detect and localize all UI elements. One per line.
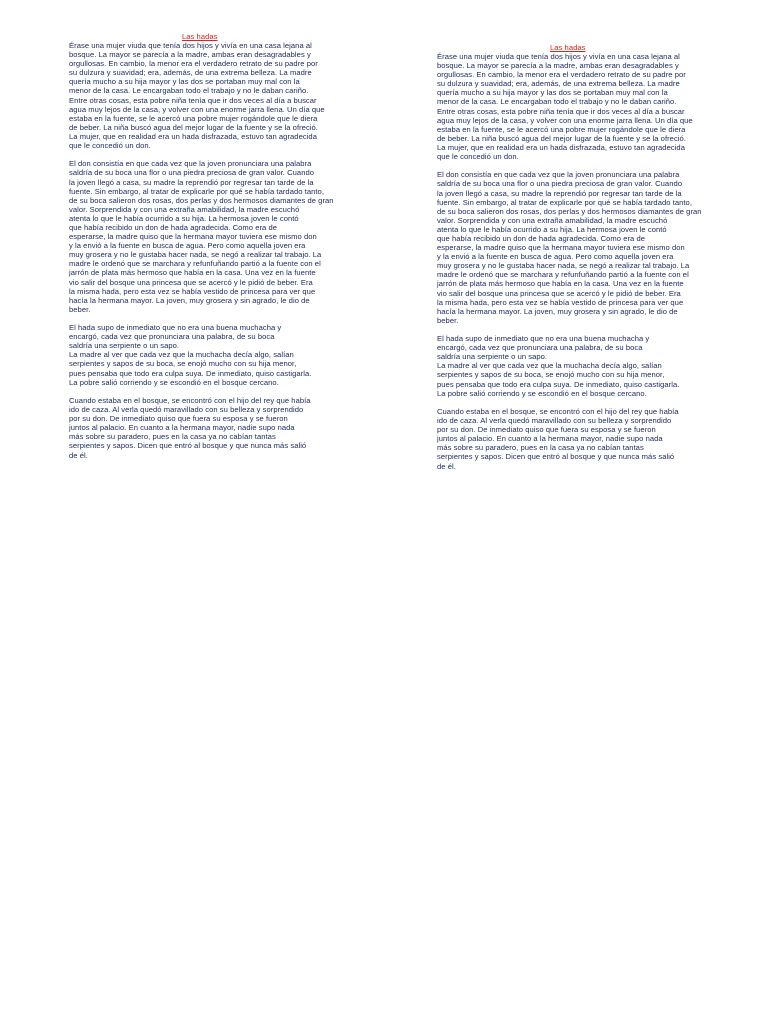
- paragraph-3: [69, 323, 387, 387]
- text-line: ido de caza. Al verla quedó maravillado con su belleza y sorprendido: [437, 416, 672, 426]
- text-line: madre le ordenó que se marchara y refunfuñando partió a la fuente con el: [437, 270, 689, 280]
- text-line: Érase una mujer viuda que tenía dos hijos y vivía en una casa lejana al: [69, 41, 312, 50]
- text-line: fuente. Sin embargo, al tratar de explicarle por qué se había tardado tanto,: [69, 186, 324, 196]
- text-line: El don consistía en que cada vez que la joven pronunciara una palabra: [69, 159, 312, 169]
- text-line: estaba en la fuente, se le acercó una pobre mujer rogándole que le diera: [437, 124, 686, 134]
- text-line: por su don. De inmediato quiso que fuera su esposa y se fueron: [69, 414, 288, 424]
- text-line: la misma hada, pero esta vez se había vestido de princesa para ver que: [437, 297, 684, 307]
- text-line: La madre al ver que cada vez que la muchacha decía algo, salían: [69, 350, 294, 360]
- text-line: juntos al palacio. En cuanto a la hermana mayor, nadie supo nada: [437, 434, 663, 444]
- text-line: que había recibido un don de hada agradecida. Como era de: [437, 233, 646, 243]
- paragraph-1: [69, 41, 387, 150]
- text-line: menor de la casa. Le encargaban todo el trabajo y no le daban cariño.: [69, 86, 309, 96]
- text-line: saldría de su boca una flor o una piedra preciosa de gran valor. Cuando: [437, 179, 683, 189]
- paragraph-2: [437, 170, 755, 325]
- text-line: que había recibido un don de hada agradecida. Como era de: [69, 222, 278, 232]
- text-line: más sobre su paradero, pues en la casa ya no cabían tantas: [437, 443, 644, 453]
- text-line: atenta lo que le había ocurrido a su hija. La hermosa joven le contó: [69, 213, 299, 223]
- text-line: hacía la hermana mayor. La joven, muy grosera y sin agrado, le dio de: [69, 295, 310, 305]
- left-column: [69, 32, 387, 469]
- text-line: muy grosera y no le gustaba hacer nada, se negó a realizar tal trabajo. La: [437, 261, 690, 271]
- paragraph-2: [69, 159, 387, 314]
- text-line: saldría una serpiente o un sapo.: [437, 352, 548, 362]
- text-line: jarrón de plata más hermoso que había en la casa. Una vez en la fuente: [437, 279, 684, 289]
- text-line: El don consistía en que cada vez que la joven pronunciara una palabra: [437, 170, 680, 180]
- text-line: por su don. De inmediato quiso que fuera su esposa y se fueron: [437, 425, 656, 435]
- text-line: su dulzura y suavidad; era, además, de una extrema belleza. La madre: [69, 68, 312, 78]
- text-line: orgullosas. En cambio, la menor era el verdadero retrato de su padre por: [437, 70, 686, 80]
- text-line: valor. Sorprendida y con una extraña amabilidad, la madre escuchó: [69, 204, 300, 214]
- text-line: esperarse, la madre quiso que la hermana mayor tuviera ese mismo don: [69, 232, 317, 242]
- text-line: vio salir del bosque una princesa que se acercó y le pidió de beber. Era: [437, 288, 681, 298]
- text-line: estaba en la fuente, se le acercó una pobre mujer rogándole que le diera: [69, 113, 318, 123]
- text-line: encargó, cada vez que pronunciara una palabra, de su boca: [437, 343, 643, 353]
- text-line: Érase una mujer viuda que tenía dos hijos y vivía en una casa lejana al: [437, 52, 680, 61]
- text-line: esperarse, la madre quiso que la hermana mayor tuviera ese mismo don: [437, 243, 685, 253]
- text-line: Cuando estaba en el bosque, se encontró con el hijo del rey que había: [437, 406, 679, 416]
- text-line: La madre al ver que cada vez que la muchacha decía algo, salían: [437, 361, 662, 371]
- text-line: La mujer, que en realidad era un hada disfrazada, estuvo tan agradecida: [437, 142, 685, 152]
- paragraph-1: [437, 52, 755, 161]
- text-line: serpientes y sapos. Dicen que entró al bosque y que nunca más salió: [69, 441, 307, 451]
- text-line: y la envió a la fuente en busca de agua. Pero como aquella joven era: [437, 252, 674, 262]
- text-line: hacía la hermana mayor. La joven, muy grosera y sin agrado, le dio de: [437, 306, 678, 316]
- text-line: bosque. La mayor se parecía a la madre, ambas eran desagradables y: [69, 50, 311, 60]
- text-line: madre le ordenó que se marchara y refunfuñando partió a la fuente con el: [69, 259, 321, 269]
- text-line: serpientes y sapos de su boca, se enojó mucho con su hija menor,: [437, 370, 665, 380]
- text-line: Entre otras cosas, esta pobre niña tenía que ir dos veces al día a buscar: [69, 95, 317, 105]
- text-line: quería mucho a su hija mayor y las dos se portaban muy mal con la: [437, 88, 668, 98]
- text-line: La pobre salió corriendo y se escondió en el bosque cercano.: [69, 377, 279, 387]
- text-line: saldría una serpiente o un sapo.: [69, 341, 180, 351]
- text-line: La pobre salió corriendo y se escondió en el bosque cercano.: [437, 388, 647, 398]
- text-line: de beber. La niña buscó agua del mejor lugar de la fuente y se la ofreció.: [69, 122, 318, 132]
- text-line: la joven llegó a casa, su madre la reprendió por regresar tan tarde de la: [437, 188, 682, 198]
- story-title: Las hadas: [182, 32, 218, 41]
- text-line: agua muy lejos de la casa, y volver con una enorme jarra llena. Un día que: [69, 104, 325, 114]
- text-line: El hada supo de inmediato que no era una buena muchacha y: [437, 334, 650, 344]
- text-line: la misma hada, pero esta vez se había vestido de princesa para ver que: [69, 286, 316, 296]
- text-line: serpientes y sapos. Dicen que entró al bosque y que nunca más salió: [437, 452, 675, 462]
- text-line: bosque. La mayor se parecía a la madre, ambas eran desagradables y: [437, 61, 679, 71]
- text-line: beber.: [69, 304, 91, 314]
- text-line: Entre otras cosas, esta pobre niña tenía que ir dos veces al día a buscar: [437, 106, 685, 116]
- text-line: El hada supo de inmediato que no era una buena muchacha y: [69, 323, 282, 333]
- paragraph-4: [437, 407, 755, 471]
- story-title: Las hadas: [550, 43, 586, 52]
- text-line: Cuando estaba en el bosque, se encontró con el hijo del rey que había: [69, 395, 311, 405]
- text-line: y la envió a la fuente en busca de agua. Pero como aquella joven era: [69, 241, 306, 251]
- text-line: serpientes y sapos de su boca, se enojó mucho con su hija menor,: [69, 359, 297, 369]
- text-line: orgullosas. En cambio, la menor era el verdadero retrato de su padre por: [69, 59, 318, 69]
- text-line: menor de la casa. Le encargaban todo el trabajo y no le daban cariño.: [437, 97, 677, 107]
- text-line: de él.: [69, 450, 88, 460]
- text-line: valor. Sorprendida y con una extraña amabilidad, la madre escuchó: [437, 215, 668, 225]
- text-line: de él.: [437, 461, 456, 471]
- text-line: quería mucho a su hija mayor y las dos se portaban muy mal con la: [69, 77, 300, 87]
- text-line: fuente. Sin embargo, al tratar de explicarle por qué se había tardado tanto,: [437, 197, 692, 207]
- paragraph-3: [437, 334, 755, 398]
- text-line: La mujer, que en realidad era un hada disfrazada, estuvo tan agradecida: [69, 131, 317, 141]
- text-line: la joven llegó a casa, su madre la reprendió por regresar tan tarde de la: [69, 177, 314, 187]
- text-line: de su boca salieron dos rosas, dos perlas y dos hermosos diamantes de gran: [69, 195, 334, 205]
- text-line: de beber. La niña buscó agua del mejor lugar de la fuente y se la ofreció.: [437, 133, 686, 143]
- text-line: juntos al palacio. En cuanto a la hermana mayor, nadie supo nada: [69, 423, 295, 433]
- text-line: agua muy lejos de la casa, y volver con una enorme jarra llena. Un día que: [437, 115, 693, 125]
- text-line: que le concedió un don.: [69, 141, 151, 151]
- text-line: vio salir del bosque una princesa que se acercó y le pidió de beber. Era: [69, 277, 313, 287]
- text-line: atenta lo que le había ocurrido a su hija. La hermosa joven le contó: [437, 224, 667, 234]
- text-line: jarrón de plata más hermoso que había en la casa. Una vez en la fuente: [69, 268, 316, 278]
- paragraph-4: [69, 396, 387, 460]
- right-column: [437, 43, 755, 480]
- text-line: saldría de su boca una flor o una piedra preciosa de gran valor. Cuando: [69, 168, 315, 178]
- text-line: pues pensaba que todo era culpa suya. De inmediato, quiso castigarla.: [437, 379, 680, 389]
- text-line: muy grosera y no le gustaba hacer nada, se negó a realizar tal trabajo. La: [69, 250, 322, 260]
- text-line: ido de caza. Al verla quedó maravillado con su belleza y sorprendido: [69, 405, 304, 415]
- text-line: de su boca salieron dos rosas, dos perlas y dos hermosos diamantes de gran: [437, 206, 702, 216]
- text-line: beber.: [437, 315, 459, 325]
- text-line: su dulzura y suavidad; era, además, de una extrema belleza. La madre: [437, 79, 680, 89]
- text-line: encargó, cada vez que pronunciara una palabra, de su boca: [69, 332, 275, 342]
- text-line: que le concedió un don.: [437, 152, 519, 162]
- text-line: más sobre su paradero, pues en la casa ya no cabían tantas: [69, 432, 276, 442]
- text-line: pues pensaba que todo era culpa suya. De inmediato, quiso castigarla.: [69, 368, 312, 378]
